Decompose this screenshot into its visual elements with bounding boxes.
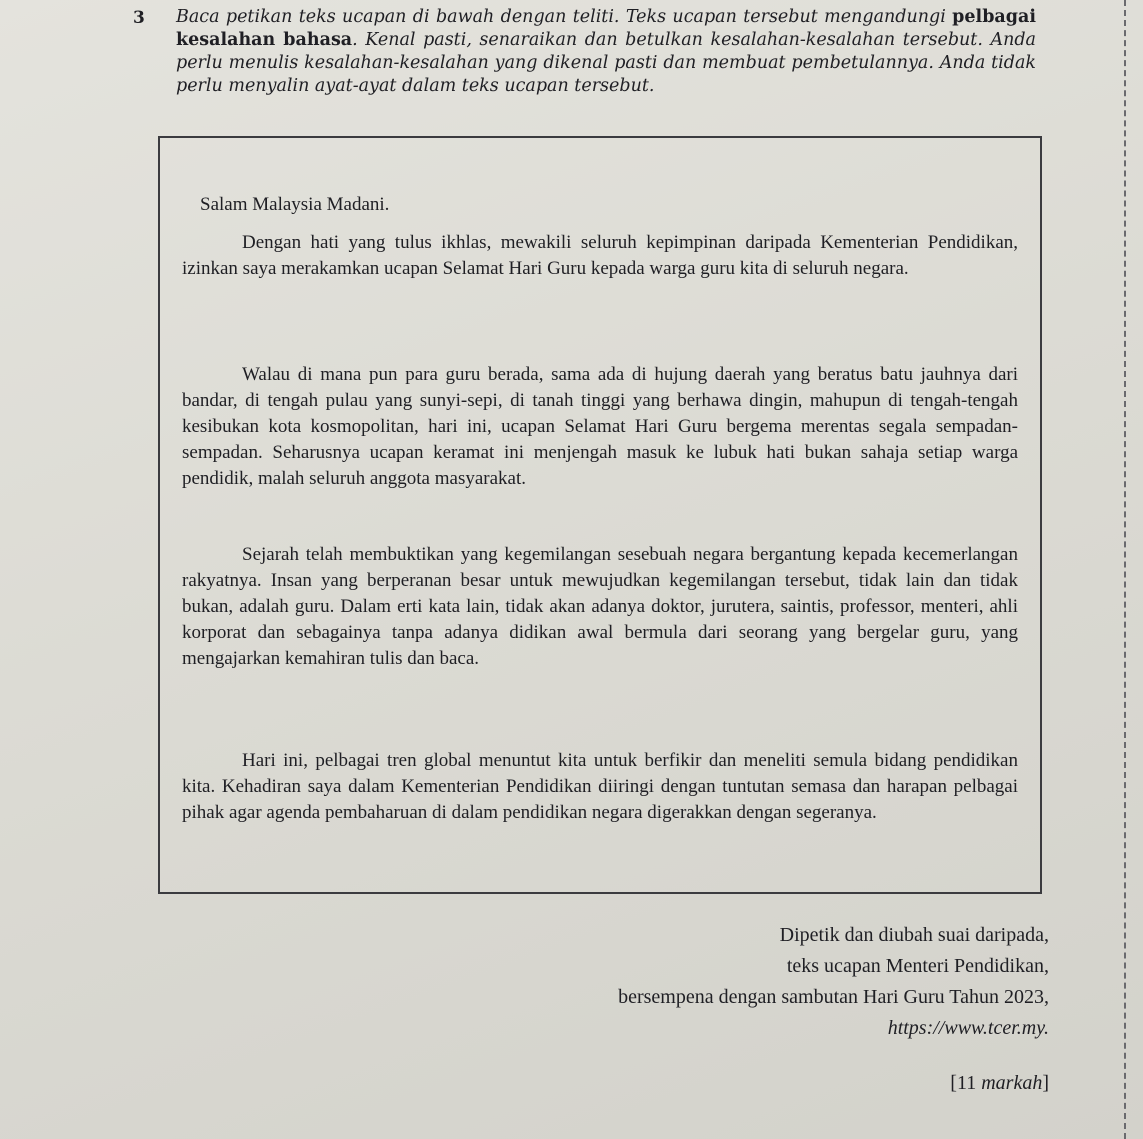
binding-dashed-line: [1124, 0, 1126, 1139]
passage-paragraph-1: Dengan hati yang tulus ikhlas, mewakili seluruh kepimpinan daripada Kementerian Pendidikan, izinkan saya merakamkan ucapan Selamat Hari Guru kepada warga guru kita di seluruh negara.: [182, 232, 1018, 279]
marks-label: [950, 1072, 1049, 1095]
source-line-3: bersempena dengan sambutan Hari Guru Tahun 2023,: [618, 986, 1049, 1008]
instruction-text-1: Baca petikan teks ucapan di bawah dengan teliti. Teks ucapan tersebut mengandungi: [176, 7, 953, 27]
marks-close-bracket: ]: [1042, 1072, 1049, 1094]
marks-number: 11: [956, 1072, 982, 1094]
question-number: 3: [133, 8, 145, 28]
passage-paragraph-4: Hari ini, pelbagai tren global menuntut kita untuk berfikir dan meneliti semula bidang pendidikan kita. Kehadiran saya dalam Kementerian Pendidikan diiringi dengan tuntutan semasa dan harapan pelbagai pihak agar agenda pembaharuan di dalam pendidikan negara digerakkan dengan segeranya.: [182, 750, 1018, 823]
source-line-1: Dipetik dan diubah suai daripada,: [779, 924, 1049, 946]
source-url: https://www.tcer.my.: [887, 1017, 1049, 1039]
source-citation: [618, 920, 1049, 1044]
marks-open-bracket: [: [950, 1072, 957, 1094]
instruction-text-2: . Kenal pasti, senaraikan dan betulkan kesalahan-kesalahan tersebut. Anda perlu menulis kesalahan-kesalahan yang dikenal pasti dan membuat pembetulannya. Anda tidak perlu menyalin ayat-ayat dalam teks ucapan tersebut.: [176, 30, 1036, 96]
marks-word: markah: [981, 1072, 1043, 1094]
source-line-2: teks ucapan Menteri Pendidikan,: [786, 955, 1049, 977]
question-instructions: [176, 6, 1036, 98]
passage-paragraph-3: Sejarah telah membuktikan yang kegemilangan sesebuah negara bergantung kepada kecemerlangan rakyatnya. Insan yang berperanan besar untuk mewujudkan kegemilangan tersebut, tidak lain dan tidak bukan, adalah guru. Dalam erti kata lain, tidak akan adanya doktor, jurutera, saintis, professor, menteri, ahli korporat dan sebagainya tanpa adanya didikan awal bermula dari seorang yang bergelar guru, yang mengajarkan kemahiran tulis dan baca.: [182, 544, 1018, 669]
instruction-bold-text: pelbagai kesalahan bahasa: [176, 7, 1036, 50]
passage-greeting: Salam Malaysia Madani.: [200, 194, 390, 215]
speech-passage-box: [158, 136, 1042, 894]
passage-paragraph-2: Walau di mana pun para guru berada, sama ada di hujung daerah yang beratus batu jauhnya dari bandar, di tengah pulau yang sunyi-sepi, di tanah tinggi yang berhawa dingin, mahupun di tengah-tengah kesibukan kota kosmopolitan, hari ini, ucapan Selamat Hari Guru bergema merentas segala sempadan-sempadan. Seharusnya ucapan keramat ini menjengah masuk ke lubuk hati bukan sahaja setiap warga pendidik, malah seluruh anggota masyarakat.: [182, 364, 1018, 489]
